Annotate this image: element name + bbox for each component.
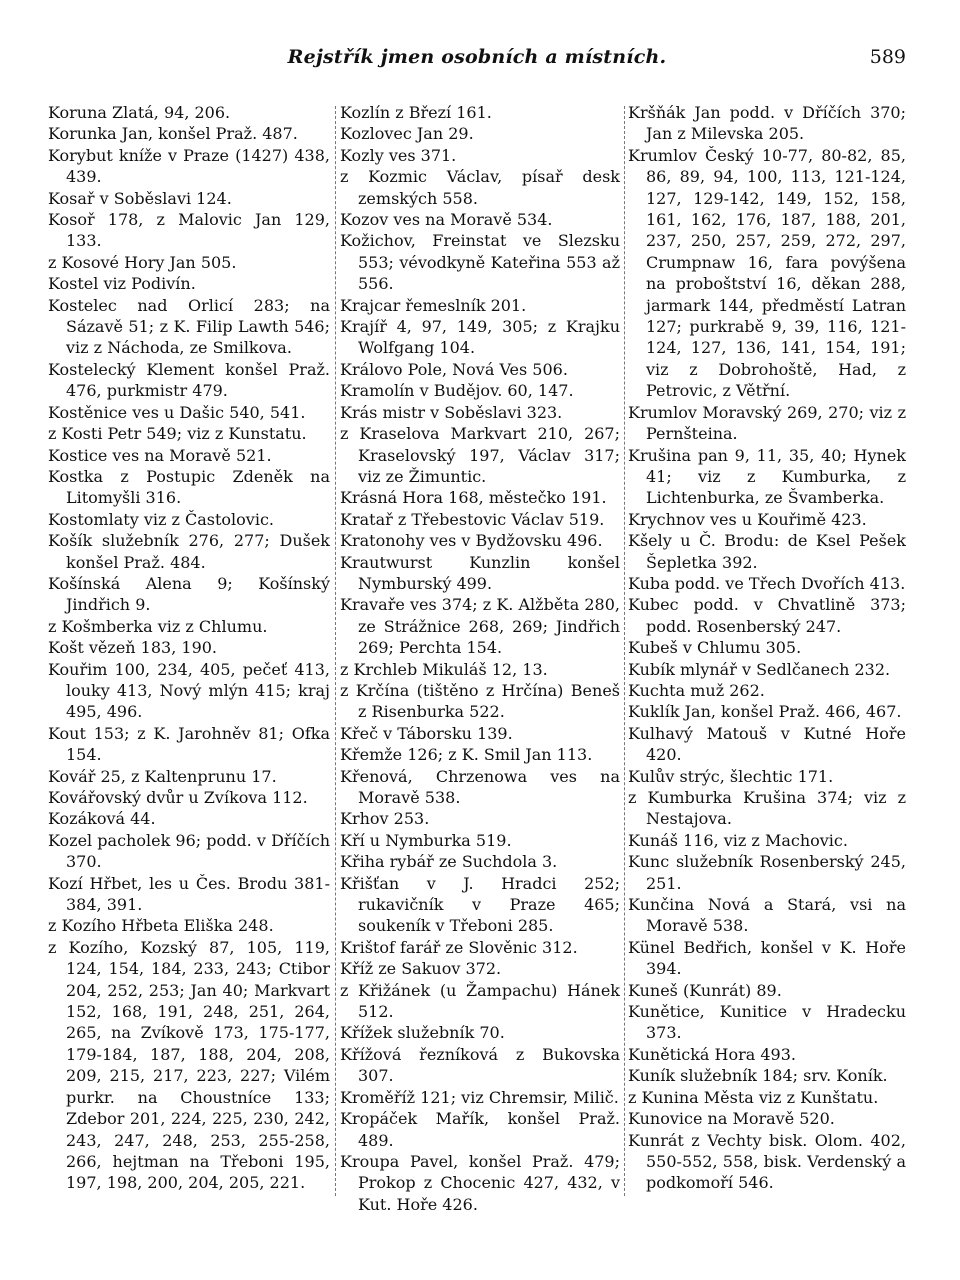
index-entry: Kulův strýc, šlechtic 171. — [628, 766, 834, 786]
index-entry: Kulhavý Matouš v Kutné Hoře 420. — [628, 723, 906, 765]
index-column-1 — [48, 102, 330, 1194]
index-entry: Kostěnice ves u Dašic 540, 541. — [48, 402, 306, 422]
index-entry: Kunětice, Kunitice v Hradecku 373. — [628, 1002, 906, 1043]
index-entry: z Kraselova Markvart 210, 267; Kraselovský 197, Václav 317; viz ze Žimuntic. — [340, 424, 620, 486]
index-entry: Krychnov ves u Kouřimě 423. — [628, 509, 867, 529]
index-entry: Křemže 126; z K. Smil Jan 113. — [340, 745, 593, 765]
index-entry: Kuník služebník 184; srv. Koník. — [628, 1066, 888, 1086]
index-entry: Kravaře ves 374; z K. Alžběta 280, ze Strážnice 268, 269; Jindřich 269; Perchta 154. — [340, 595, 620, 658]
index-entry: z Křižánek (u Žampachu) Hánek 512. — [340, 980, 620, 1022]
index-entry: Korunka Jan, konšel Praž. 487. — [48, 124, 298, 144]
index-entry: Křížek služebník 70. — [340, 1023, 505, 1043]
index-entry: z Kosové Hory Jan 505. — [48, 252, 237, 272]
index-column-2 — [340, 102, 620, 1215]
index-entry: Kostel viz Podivín. — [48, 274, 196, 294]
index-entry: Kubec podd. v Chvatlině 373; podd. Rosenberský 247. — [628, 595, 906, 636]
index-entry: Kozí Hřbet, les u Čes. Brodu 381-384, 391. — [48, 873, 330, 915]
index-entry: Košík služebník 276, 277; Dušek konšel Praž. 484. — [48, 531, 330, 572]
index-entry: Kří u Nymburka 519. — [340, 830, 512, 850]
index-entry: Kroupa Pavel, konšel Praž. 479; Prokop z Chocenic 427, 432, v Kut. Hoře 426. — [340, 1151, 620, 1214]
index-entry: Krajíř 4, 97, 149, 305; z Krajku Wolfgang 104. — [340, 317, 620, 358]
index-entry: Kostomlaty viz z Častolovic. — [48, 509, 275, 529]
index-entry: Kuneš (Kunrát) 89. — [628, 980, 782, 1000]
index-entry: Kramolín v Budějov. 60, 147. — [340, 381, 574, 401]
index-entry: Koruna Zlatá, 94, 206. — [48, 103, 231, 122]
index-entry: Kostka z Postupic Zdeněk na Litomyšli 316. — [48, 466, 330, 508]
index-entry: z Krchleb Mikuláš 12, 13. — [340, 659, 548, 679]
index-entry: Kovářovský dvůr u Zvíkova 112. — [48, 788, 308, 807]
index-entry: Kroměříž 121; viz Chremsir, Milič. — [340, 1087, 619, 1107]
column-divider — [335, 106, 336, 1196]
index-entry: Královo Pole, Nová Ves 506. — [340, 359, 568, 379]
index-entry: z Kumburka Krušina 374; viz z Nestajova. — [628, 788, 906, 829]
index-entry: Krištof farář ze Slověnic 312. — [340, 937, 578, 957]
index-entry: Křenová, Chrzenowa ves na Moravě 538. — [340, 766, 620, 807]
index-entry: Krásná Hora 168, městečko 191. — [340, 488, 607, 508]
index-entry: Kubeš v Chlumu 305. — [628, 638, 802, 658]
running-title: Rejstřík jmen osobních a místních. — [287, 46, 667, 68]
index-entry: Kosař v Soběslavi 124. — [48, 188, 232, 208]
index-entry: Košínská Alena 9; Košínský Jindřich 9. — [48, 573, 330, 615]
index-entry: Kostelecký Klement konšel Praž. 476, purkmistr 479. — [48, 359, 330, 401]
index-entry: Kunovice na Moravě 520. — [628, 1109, 835, 1129]
index-entry: Kunc služebník Rosenberský 245, 251. — [628, 852, 906, 893]
index-entry: Kršňák Jan podd. v Dříčích 370; Jan z Milevska 205. — [628, 103, 906, 144]
index-entry: Kříž ze Sakuov 372. — [340, 959, 502, 979]
index-column-3 — [628, 102, 906, 1194]
index-entry: Kozov ves na Moravě 534. — [340, 210, 553, 230]
index-entry: z Krčína (tištěno z Hrčína) Beneš z Risenburka 522. — [340, 680, 620, 722]
index-entry: Kuklík Jan, konšel Praž. 466, 467. — [628, 702, 902, 722]
index-entry: Kout 153; z K. Jarohněv 81; Ofka 154. — [48, 723, 330, 765]
index-entry: Kšely u Č. Brodu: de Ksel Pešek Šepletka 392. — [628, 531, 906, 572]
index-entry: Kunrát z Vechty bisk. Olom. 402, 550-552, 558, bisk. Verdenský a podkomoří 546. — [628, 1130, 906, 1193]
index-entry: Kožichov, Freinstat ve Slezsku 553; vévodkyně Kateřina 553 až 556. — [340, 231, 620, 294]
index-entry: Kozel pacholek 96; podd. v Dříčích 370. — [48, 830, 330, 872]
index-entry: Košt vězeň 183, 190. — [48, 638, 218, 658]
index-entry: Kunáš 116, viz z Machovic. — [628, 830, 848, 850]
index-entry: Kunětická Hora 493. — [628, 1044, 796, 1064]
index-entry: Kuba podd. ve Třech Dvořích 413. — [628, 573, 906, 593]
index-entry: Křišťan v J. Hradci 252; rukavičník v Praze 465; soukeník v Třeboni 285. — [340, 873, 620, 936]
index-entry: Kropáček Mařík, konšel Praž. 489. — [340, 1109, 620, 1150]
index-entry: Krušina pan 9, 11, 35, 40; Hynek 41; viz z Kumburka, z Lichtenburka, ze Švamberka. — [628, 445, 906, 508]
index-entry: z Kozího Hřbeta Eliška 248. — [48, 916, 274, 936]
index-entry: Kozlovec Jan 29. — [340, 124, 474, 144]
index-entry: Kuchta muž 262. — [628, 680, 765, 700]
index-entry: Korybut kníže v Praze (1427) 438, 439. — [48, 145, 330, 187]
page-header — [48, 46, 906, 80]
page-number: 589 — [869, 46, 906, 68]
index-entry: z Kozmic Václav, písař desk zemských 558. — [340, 167, 620, 208]
index-entry: z Kunina Města viz z Kunštatu. — [628, 1087, 879, 1107]
index-entry: Kosoř 178, z Malovic Jan 129, 133. — [48, 210, 330, 251]
index-entry: Krajcar řemeslník 201. — [340, 295, 527, 315]
index-entry: Kozlín z Březí 161. — [340, 103, 492, 122]
index-entry: Kratař z Třebestovic Václav 519. — [340, 509, 605, 529]
index-entry: Křeč v Táborsku 139. — [340, 723, 513, 743]
index-entry: Kubík mlynář v Sedlčanech 232. — [628, 659, 891, 679]
column-divider — [624, 106, 625, 1196]
index-entry: Křížová řezníková z Bukovska 307. — [340, 1044, 620, 1086]
index-entry: Krumlov Moravský 269, 270; viz z Pernšteina. — [628, 402, 906, 444]
index-entry: Křiha rybář ze Suchdola 3. — [340, 852, 558, 872]
index-entry: z Kozího, Kozský 87, 105, 119, 124, 154, 184, 233, 243; Ctibor 204, 252, 253; Jan 40; Markvart 152, 168, 191, 248, 251, 264, 265, na Zvíkově 173, 175-177, 179-184, 187, 188, 204, 208, 209, 215, 217, 223, 227; Vilém purkr. na Choustníce 133; Zdebor 201, 224, 225, 230, 242, 243, 247, 248, 253, 255-258, 266, hejtman na Třeboni 195, 197, 198, 200, 204, 205, 221. — [48, 937, 330, 1193]
index-entry: Krhov 253. — [340, 809, 430, 829]
index-entry: Kozáková 44. — [48, 809, 156, 829]
index-entry: Kratonohy ves v Bydžovsku 496. — [340, 531, 603, 551]
index-entry: Kozly ves 371. — [340, 145, 457, 165]
index-entry: Kovář 25, z Kaltenprunu 17. — [48, 766, 277, 786]
index-entry: Kunčina Nová a Stará, vsi na Moravě 538. — [628, 895, 906, 936]
index-entry: Krumlov Český 10-77, 80-82, 85, 86, 89, 94, 100, 113, 121-124, 127, 129-142, 149, 152, 158, 161, 162, 176, 187, 188, 201, 237, 250, 257, 259, 272, 297, Crumpnaw 16, fara povýšena na proboštství 16, děkan 288, jarmark 144, předměstí Latran 127; purkrabě 9, 39, 116, 121-124, 127, 136, 141, 154, 191; viz z Dobrohoště, Had, z Petrovic, z Větřní. — [628, 145, 906, 401]
index-entry: Kouřim 100, 234, 405, pečeť 413, louky 413, Nový mlýn 415; kraj 495, 496. — [48, 659, 330, 722]
index-entry: Krautwurst Kunzlin konšel Nymburský 499. — [340, 552, 620, 593]
index-entry: z Kosti Petr 549; viz z Kunstatu. — [48, 424, 307, 444]
index-entry: Krás mistr v Soběslavi 323. — [340, 402, 563, 422]
index-entry: Künel Bedřich, konšel v K. Hoře 394. — [628, 937, 906, 979]
index-entry: Kostice ves na Moravě 521. — [48, 445, 272, 465]
index-entry: Kostelec nad Orlicí 283; na Sázavě 51; z K. Filip Lawth 546; viz z Náchoda, ze Smilkova. — [48, 295, 330, 358]
index-entry: z Košmberka viz z Chlumu. — [48, 616, 268, 636]
